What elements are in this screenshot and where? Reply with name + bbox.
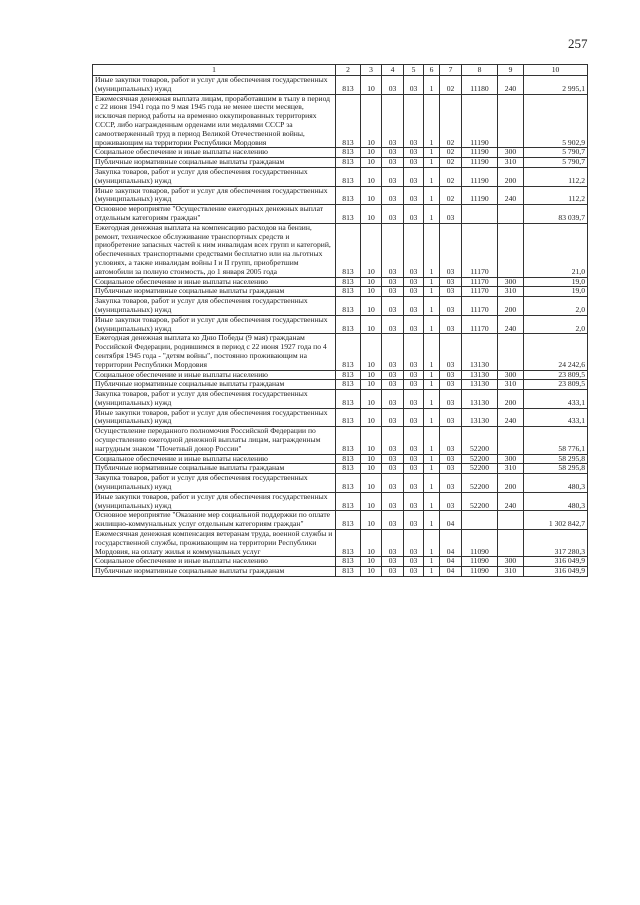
amount-cell: 23 809,5 bbox=[524, 380, 588, 390]
amount-cell: 21,0 bbox=[524, 223, 588, 277]
event-cell: 02 bbox=[440, 158, 462, 168]
row-name-cell: Социальное обеспечение и иные выплаты населению bbox=[93, 277, 336, 287]
event-cell: 03 bbox=[440, 390, 462, 409]
subprogram-cell: 1 bbox=[424, 186, 440, 205]
table-row bbox=[93, 186, 588, 205]
amount-cell: 19,0 bbox=[524, 277, 588, 287]
direction-cell bbox=[462, 511, 498, 530]
section-cell: 10 bbox=[361, 287, 382, 297]
row-name-cell: Ежемесячная денежная выплата лицам, проработавшим в тылу в период с 22 июня 1941 года по 9 мая 1945 года не менее шести месяцев, исключая период работы на временно оккупированных территориях СССР, либо награжденным орденами или медалями СССР за самоотверженный труд в период Великой Отечественной войны, проживающим на территории Республики Мордовия bbox=[93, 94, 336, 148]
code-admin-cell: 813 bbox=[336, 492, 361, 511]
code-admin-cell: 813 bbox=[336, 158, 361, 168]
amount-cell: 433,1 bbox=[524, 408, 588, 427]
direction-cell: 11190 bbox=[462, 158, 498, 168]
expense-type-cell bbox=[498, 427, 524, 454]
amount-cell: 5 902,9 bbox=[524, 94, 588, 148]
direction-cell: 11180 bbox=[462, 76, 498, 95]
expense-type-cell: 240 bbox=[498, 492, 524, 511]
event-cell: 03 bbox=[440, 464, 462, 474]
subprogram-cell: 1 bbox=[424, 297, 440, 316]
row-name-cell: Закупка товаров, работ и услуг для обеспечения государственных (муниципальных) нужд bbox=[93, 474, 336, 493]
amount-cell: 480,3 bbox=[524, 492, 588, 511]
amount-cell: 2,0 bbox=[524, 315, 588, 334]
subprogram-cell: 1 bbox=[424, 94, 440, 148]
program-cell: 03 bbox=[404, 297, 424, 316]
section-cell: 10 bbox=[361, 297, 382, 316]
event-cell: 04 bbox=[440, 557, 462, 567]
direction-cell: 13130 bbox=[462, 408, 498, 427]
direction-cell: 52200 bbox=[462, 464, 498, 474]
subsection-cell: 03 bbox=[382, 186, 404, 205]
page-number: 257 bbox=[568, 36, 588, 51]
code-admin-cell: 813 bbox=[336, 557, 361, 567]
expense-type-cell bbox=[498, 205, 524, 224]
program-cell: 03 bbox=[404, 464, 424, 474]
program-cell: 03 bbox=[404, 94, 424, 148]
header-cell: 3 bbox=[361, 65, 382, 76]
amount-cell: 5 790,7 bbox=[524, 148, 588, 158]
section-cell: 10 bbox=[361, 464, 382, 474]
table-row bbox=[93, 76, 588, 95]
table-row bbox=[93, 567, 588, 577]
expense-type-cell: 200 bbox=[498, 390, 524, 409]
program-cell: 03 bbox=[404, 408, 424, 427]
row-name-cell: Закупка товаров, работ и услуг для обеспечения государственных (муниципальных) нужд bbox=[93, 297, 336, 316]
direction-cell: 52200 bbox=[462, 474, 498, 493]
program-cell: 03 bbox=[404, 454, 424, 464]
code-admin-cell: 813 bbox=[336, 380, 361, 390]
table-row bbox=[93, 94, 588, 148]
row-name-cell: Иные закупки товаров, работ и услуг для обеспечения государственных (муниципальных) нужд bbox=[93, 76, 336, 95]
direction-cell: 11090 bbox=[462, 557, 498, 567]
direction-cell: 52200 bbox=[462, 492, 498, 511]
code-admin-cell: 813 bbox=[336, 427, 361, 454]
section-cell: 10 bbox=[361, 315, 382, 334]
code-admin-cell: 813 bbox=[336, 205, 361, 224]
expense-type-cell bbox=[498, 334, 524, 370]
subsection-cell: 03 bbox=[382, 380, 404, 390]
subprogram-cell: 1 bbox=[424, 567, 440, 577]
code-admin-cell: 813 bbox=[336, 408, 361, 427]
program-cell: 03 bbox=[404, 390, 424, 409]
amount-cell: 480,3 bbox=[524, 474, 588, 493]
section-cell: 10 bbox=[361, 380, 382, 390]
expense-type-cell bbox=[498, 94, 524, 148]
direction-cell: 11170 bbox=[462, 223, 498, 277]
subprogram-cell: 1 bbox=[424, 370, 440, 380]
direction-cell: 11170 bbox=[462, 277, 498, 287]
program-cell: 03 bbox=[404, 287, 424, 297]
row-name-cell: Осуществление переданного полномочия Российской Федерации по осуществлению ежегодной денежной выплаты лицам, награжденным нагрудным знаком "Почетный донор России" bbox=[93, 427, 336, 454]
section-cell: 10 bbox=[361, 530, 382, 557]
direction-cell: 11170 bbox=[462, 287, 498, 297]
section-cell: 10 bbox=[361, 277, 382, 287]
amount-cell: 58 295,8 bbox=[524, 454, 588, 464]
code-admin-cell: 813 bbox=[336, 474, 361, 493]
section-cell: 10 bbox=[361, 370, 382, 380]
event-cell: 02 bbox=[440, 148, 462, 158]
table-header-row bbox=[93, 65, 588, 76]
row-name-cell: Социальное обеспечение и иные выплаты населению bbox=[93, 148, 336, 158]
direction-cell: 13130 bbox=[462, 380, 498, 390]
expense-type-cell: 300 bbox=[498, 454, 524, 464]
code-admin-cell: 813 bbox=[336, 167, 361, 186]
subsection-cell: 03 bbox=[382, 567, 404, 577]
table-row bbox=[93, 315, 588, 334]
event-cell: 03 bbox=[440, 287, 462, 297]
table-row bbox=[93, 390, 588, 409]
code-admin-cell: 813 bbox=[336, 567, 361, 577]
code-admin-cell: 813 bbox=[336, 277, 361, 287]
table-row bbox=[93, 474, 588, 493]
event-cell: 03 bbox=[440, 408, 462, 427]
header-cell: 5 bbox=[404, 65, 424, 76]
row-name-cell: Публичные нормативные социальные выплаты гражданам bbox=[93, 567, 336, 577]
subprogram-cell: 1 bbox=[424, 223, 440, 277]
section-cell: 10 bbox=[361, 94, 382, 148]
event-cell: 03 bbox=[440, 315, 462, 334]
row-name-cell: Публичные нормативные социальные выплаты гражданам bbox=[93, 464, 336, 474]
row-name-cell: Социальное обеспечение и иные выплаты населению bbox=[93, 370, 336, 380]
expense-type-cell: 310 bbox=[498, 380, 524, 390]
code-admin-cell: 813 bbox=[336, 334, 361, 370]
section-cell: 10 bbox=[361, 223, 382, 277]
table-row bbox=[93, 158, 588, 168]
row-name-cell: Закупка товаров, работ и услуг для обеспечения государственных (муниципальных) нужд bbox=[93, 167, 336, 186]
program-cell: 03 bbox=[404, 530, 424, 557]
table-row bbox=[93, 334, 588, 370]
subprogram-cell: 1 bbox=[424, 390, 440, 409]
direction-cell: 11190 bbox=[462, 186, 498, 205]
program-cell: 03 bbox=[404, 474, 424, 493]
row-name-cell: Закупка товаров, работ и услуг для обеспечения государственных (муниципальных) нужд bbox=[93, 390, 336, 409]
subprogram-cell: 1 bbox=[424, 557, 440, 567]
program-cell: 03 bbox=[404, 334, 424, 370]
subsection-cell: 03 bbox=[382, 511, 404, 530]
event-cell: 04 bbox=[440, 530, 462, 557]
subprogram-cell: 1 bbox=[424, 474, 440, 493]
header-cell: 4 bbox=[382, 65, 404, 76]
direction-cell: 52200 bbox=[462, 454, 498, 464]
subprogram-cell: 1 bbox=[424, 167, 440, 186]
subsection-cell: 03 bbox=[382, 370, 404, 380]
code-admin-cell: 813 bbox=[336, 511, 361, 530]
amount-cell: 316 049,9 bbox=[524, 557, 588, 567]
program-cell: 03 bbox=[404, 567, 424, 577]
expense-type-cell: 240 bbox=[498, 186, 524, 205]
direction-cell: 13130 bbox=[462, 390, 498, 409]
section-cell: 10 bbox=[361, 148, 382, 158]
subsection-cell: 03 bbox=[382, 76, 404, 95]
table-row bbox=[93, 530, 588, 557]
expense-type-cell bbox=[498, 511, 524, 530]
code-admin-cell: 813 bbox=[336, 148, 361, 158]
row-name-cell: Основное мероприятие "Оказание мер социальной поддержки по оплате жилищно-коммунальных услуг отдельным категориям граждан" bbox=[93, 511, 336, 530]
header-cell: 10 bbox=[524, 65, 588, 76]
subsection-cell: 03 bbox=[382, 223, 404, 277]
amount-cell: 5 790,7 bbox=[524, 158, 588, 168]
subsection-cell: 03 bbox=[382, 492, 404, 511]
amount-cell: 58 776,1 bbox=[524, 427, 588, 454]
program-cell: 03 bbox=[404, 277, 424, 287]
expense-type-cell: 240 bbox=[498, 408, 524, 427]
expense-type-cell: 200 bbox=[498, 167, 524, 186]
subsection-cell: 03 bbox=[382, 474, 404, 493]
event-cell: 03 bbox=[440, 334, 462, 370]
event-cell: 02 bbox=[440, 186, 462, 205]
direction-cell: 11190 bbox=[462, 94, 498, 148]
subprogram-cell: 1 bbox=[424, 511, 440, 530]
program-cell: 03 bbox=[404, 167, 424, 186]
direction-cell: 13130 bbox=[462, 370, 498, 380]
direction-cell: 11190 bbox=[462, 167, 498, 186]
code-admin-cell: 813 bbox=[336, 223, 361, 277]
header-cell: 9 bbox=[498, 65, 524, 76]
event-cell: 03 bbox=[440, 223, 462, 277]
program-cell: 03 bbox=[404, 370, 424, 380]
table-row bbox=[93, 297, 588, 316]
budget-table bbox=[92, 64, 588, 577]
subsection-cell: 03 bbox=[382, 334, 404, 370]
row-name-cell: Социальное обеспечение и иные выплаты населению bbox=[93, 557, 336, 567]
row-name-cell: Ежемесячная денежная компенсация ветеранам труда, военной службы и государственной службы, проживающим на территории Республики Мордовия, на оплату жилья и коммунальных услуг bbox=[93, 530, 336, 557]
expense-type-cell: 310 bbox=[498, 567, 524, 577]
expense-type-cell: 300 bbox=[498, 148, 524, 158]
section-cell: 10 bbox=[361, 454, 382, 464]
direction-cell: 11090 bbox=[462, 567, 498, 577]
section-cell: 10 bbox=[361, 158, 382, 168]
subsection-cell: 03 bbox=[382, 530, 404, 557]
event-cell: 03 bbox=[440, 454, 462, 464]
expense-type-cell: 240 bbox=[498, 315, 524, 334]
code-admin-cell: 813 bbox=[336, 186, 361, 205]
program-cell: 03 bbox=[404, 148, 424, 158]
subprogram-cell: 1 bbox=[424, 464, 440, 474]
event-cell: 03 bbox=[440, 427, 462, 454]
direction-cell: 13130 bbox=[462, 334, 498, 370]
row-name-cell: Публичные нормативные социальные выплаты гражданам bbox=[93, 380, 336, 390]
header-cell: 7 bbox=[440, 65, 462, 76]
section-cell: 10 bbox=[361, 186, 382, 205]
amount-cell: 83 039,7 bbox=[524, 205, 588, 224]
amount-cell: 23 809,5 bbox=[524, 370, 588, 380]
code-admin-cell: 813 bbox=[336, 287, 361, 297]
program-cell: 03 bbox=[404, 492, 424, 511]
event-cell: 02 bbox=[440, 76, 462, 95]
subsection-cell: 03 bbox=[382, 167, 404, 186]
event-cell: 03 bbox=[440, 474, 462, 493]
direction-cell bbox=[462, 205, 498, 224]
table-row bbox=[93, 408, 588, 427]
amount-cell: 19,0 bbox=[524, 287, 588, 297]
amount-cell: 24 242,6 bbox=[524, 334, 588, 370]
section-cell: 10 bbox=[361, 557, 382, 567]
code-admin-cell: 813 bbox=[336, 94, 361, 148]
section-cell: 10 bbox=[361, 427, 382, 454]
header-cell: 1 bbox=[93, 65, 336, 76]
program-cell: 03 bbox=[404, 315, 424, 334]
subsection-cell: 03 bbox=[382, 464, 404, 474]
direction-cell: 11090 bbox=[462, 530, 498, 557]
table-row bbox=[93, 167, 588, 186]
amount-cell: 112,2 bbox=[524, 186, 588, 205]
row-name-cell: Иные закупки товаров, работ и услуг для обеспечения государственных (муниципальных) нужд bbox=[93, 315, 336, 334]
subprogram-cell: 1 bbox=[424, 454, 440, 464]
subsection-cell: 03 bbox=[382, 427, 404, 454]
table-body bbox=[93, 76, 588, 577]
code-admin-cell: 813 bbox=[336, 530, 361, 557]
amount-cell: 1 302 842,7 bbox=[524, 511, 588, 530]
code-admin-cell: 813 bbox=[336, 370, 361, 380]
expense-type-cell bbox=[498, 530, 524, 557]
section-cell: 10 bbox=[361, 334, 382, 370]
subprogram-cell: 1 bbox=[424, 530, 440, 557]
row-name-cell: Публичные нормативные социальные выплаты гражданам bbox=[93, 158, 336, 168]
expense-type-cell: 200 bbox=[498, 474, 524, 493]
code-admin-cell: 813 bbox=[336, 390, 361, 409]
table-row bbox=[93, 205, 588, 224]
expense-type-cell: 300 bbox=[498, 557, 524, 567]
subprogram-cell: 1 bbox=[424, 315, 440, 334]
direction-cell: 11170 bbox=[462, 315, 498, 334]
subsection-cell: 03 bbox=[382, 315, 404, 334]
amount-cell: 433,1 bbox=[524, 390, 588, 409]
subprogram-cell: 1 bbox=[424, 492, 440, 511]
subprogram-cell: 1 bbox=[424, 408, 440, 427]
subsection-cell: 03 bbox=[382, 277, 404, 287]
subprogram-cell: 1 bbox=[424, 148, 440, 158]
program-cell: 03 bbox=[404, 557, 424, 567]
row-name-cell: Публичные нормативные социальные выплаты гражданам bbox=[93, 287, 336, 297]
row-name-cell: Ежегодная денежная выплата на компенсацию расходов на бензин, ремонт, техническое обслуживание транспортных средств и приобретение запасных частей к ним инвалидам всех групп и категорий, обеспеченных транспортными средствами бесплатно или на льготных условиях, а также инвалидам войны I и II групп, приобретшим автомобили за полную стоимость, до 1 января 2005 года bbox=[93, 223, 336, 277]
subprogram-cell: 1 bbox=[424, 76, 440, 95]
amount-cell: 317 280,3 bbox=[524, 530, 588, 557]
expense-type-cell: 310 bbox=[498, 287, 524, 297]
table-row bbox=[93, 511, 588, 530]
row-name-cell: Иные закупки товаров, работ и услуг для обеспечения государственных (муниципальных) нужд bbox=[93, 492, 336, 511]
expense-type-cell: 310 bbox=[498, 158, 524, 168]
program-cell: 03 bbox=[404, 223, 424, 277]
event-cell: 03 bbox=[440, 205, 462, 224]
code-admin-cell: 813 bbox=[336, 76, 361, 95]
event-cell: 03 bbox=[440, 492, 462, 511]
table-row bbox=[93, 492, 588, 511]
subsection-cell: 03 bbox=[382, 454, 404, 464]
subsection-cell: 03 bbox=[382, 390, 404, 409]
expense-type-cell: 300 bbox=[498, 277, 524, 287]
event-cell: 04 bbox=[440, 511, 462, 530]
expense-type-cell: 310 bbox=[498, 464, 524, 474]
section-cell: 10 bbox=[361, 167, 382, 186]
expense-type-cell bbox=[498, 223, 524, 277]
row-name-cell: Социальное обеспечение и иные выплаты населению bbox=[93, 454, 336, 464]
subprogram-cell: 1 bbox=[424, 427, 440, 454]
subsection-cell: 03 bbox=[382, 94, 404, 148]
expense-type-cell: 240 bbox=[498, 76, 524, 95]
direction-cell: 52200 bbox=[462, 427, 498, 454]
program-cell: 03 bbox=[404, 76, 424, 95]
program-cell: 03 bbox=[404, 205, 424, 224]
amount-cell: 2,0 bbox=[524, 297, 588, 316]
subsection-cell: 03 bbox=[382, 408, 404, 427]
code-admin-cell: 813 bbox=[336, 297, 361, 316]
expense-type-cell: 200 bbox=[498, 297, 524, 316]
subprogram-cell: 1 bbox=[424, 277, 440, 287]
program-cell: 03 bbox=[404, 186, 424, 205]
row-name-cell: Иные закупки товаров, работ и услуг для обеспечения государственных (муниципальных) нужд bbox=[93, 408, 336, 427]
subprogram-cell: 1 bbox=[424, 334, 440, 370]
header-cell: 2 bbox=[336, 65, 361, 76]
amount-cell: 2 995,1 bbox=[524, 76, 588, 95]
section-cell: 10 bbox=[361, 390, 382, 409]
row-name-cell: Иные закупки товаров, работ и услуг для обеспечения государственных (муниципальных) нужд bbox=[93, 186, 336, 205]
amount-cell: 58 295,8 bbox=[524, 464, 588, 474]
code-admin-cell: 813 bbox=[336, 454, 361, 464]
program-cell: 03 bbox=[404, 158, 424, 168]
header-cell: 8 bbox=[462, 65, 498, 76]
section-cell: 10 bbox=[361, 567, 382, 577]
row-name-cell: Ежегодная денежная выплата ко Дню Победы (9 мая) гражданам Российской Федерации, родившимся в период с 22 июня 1927 года по 4 сентября 1945 года - "детям войны", постоянно проживающим на территории Республики Мордовия bbox=[93, 334, 336, 370]
code-admin-cell: 813 bbox=[336, 464, 361, 474]
subprogram-cell: 1 bbox=[424, 205, 440, 224]
section-cell: 10 bbox=[361, 408, 382, 427]
section-cell: 10 bbox=[361, 492, 382, 511]
event-cell: 02 bbox=[440, 94, 462, 148]
header-cell: 6 bbox=[424, 65, 440, 76]
section-cell: 10 bbox=[361, 474, 382, 493]
subsection-cell: 03 bbox=[382, 205, 404, 224]
direction-cell: 11190 bbox=[462, 148, 498, 158]
program-cell: 03 bbox=[404, 511, 424, 530]
row-name-cell: Основное мероприятие "Осуществление ежегодных денежных выплат отдельным категориям граждан" bbox=[93, 205, 336, 224]
amount-cell: 316 049,9 bbox=[524, 567, 588, 577]
code-admin-cell: 813 bbox=[336, 315, 361, 334]
subsection-cell: 03 bbox=[382, 158, 404, 168]
program-cell: 03 bbox=[404, 380, 424, 390]
section-cell: 10 bbox=[361, 76, 382, 95]
direction-cell: 11170 bbox=[462, 297, 498, 316]
event-cell: 04 bbox=[440, 567, 462, 577]
subsection-cell: 03 bbox=[382, 287, 404, 297]
subprogram-cell: 1 bbox=[424, 287, 440, 297]
table-row bbox=[93, 223, 588, 277]
event-cell: 02 bbox=[440, 167, 462, 186]
event-cell: 03 bbox=[440, 277, 462, 287]
amount-cell: 112,2 bbox=[524, 167, 588, 186]
event-cell: 03 bbox=[440, 380, 462, 390]
expense-type-cell: 300 bbox=[498, 370, 524, 380]
table-row bbox=[93, 427, 588, 454]
event-cell: 03 bbox=[440, 370, 462, 380]
subprogram-cell: 1 bbox=[424, 158, 440, 168]
event-cell: 03 bbox=[440, 297, 462, 316]
subprogram-cell: 1 bbox=[424, 380, 440, 390]
section-cell: 10 bbox=[361, 511, 382, 530]
subsection-cell: 03 bbox=[382, 557, 404, 567]
program-cell: 03 bbox=[404, 427, 424, 454]
subsection-cell: 03 bbox=[382, 297, 404, 316]
section-cell: 10 bbox=[361, 205, 382, 224]
subsection-cell: 03 bbox=[382, 148, 404, 158]
